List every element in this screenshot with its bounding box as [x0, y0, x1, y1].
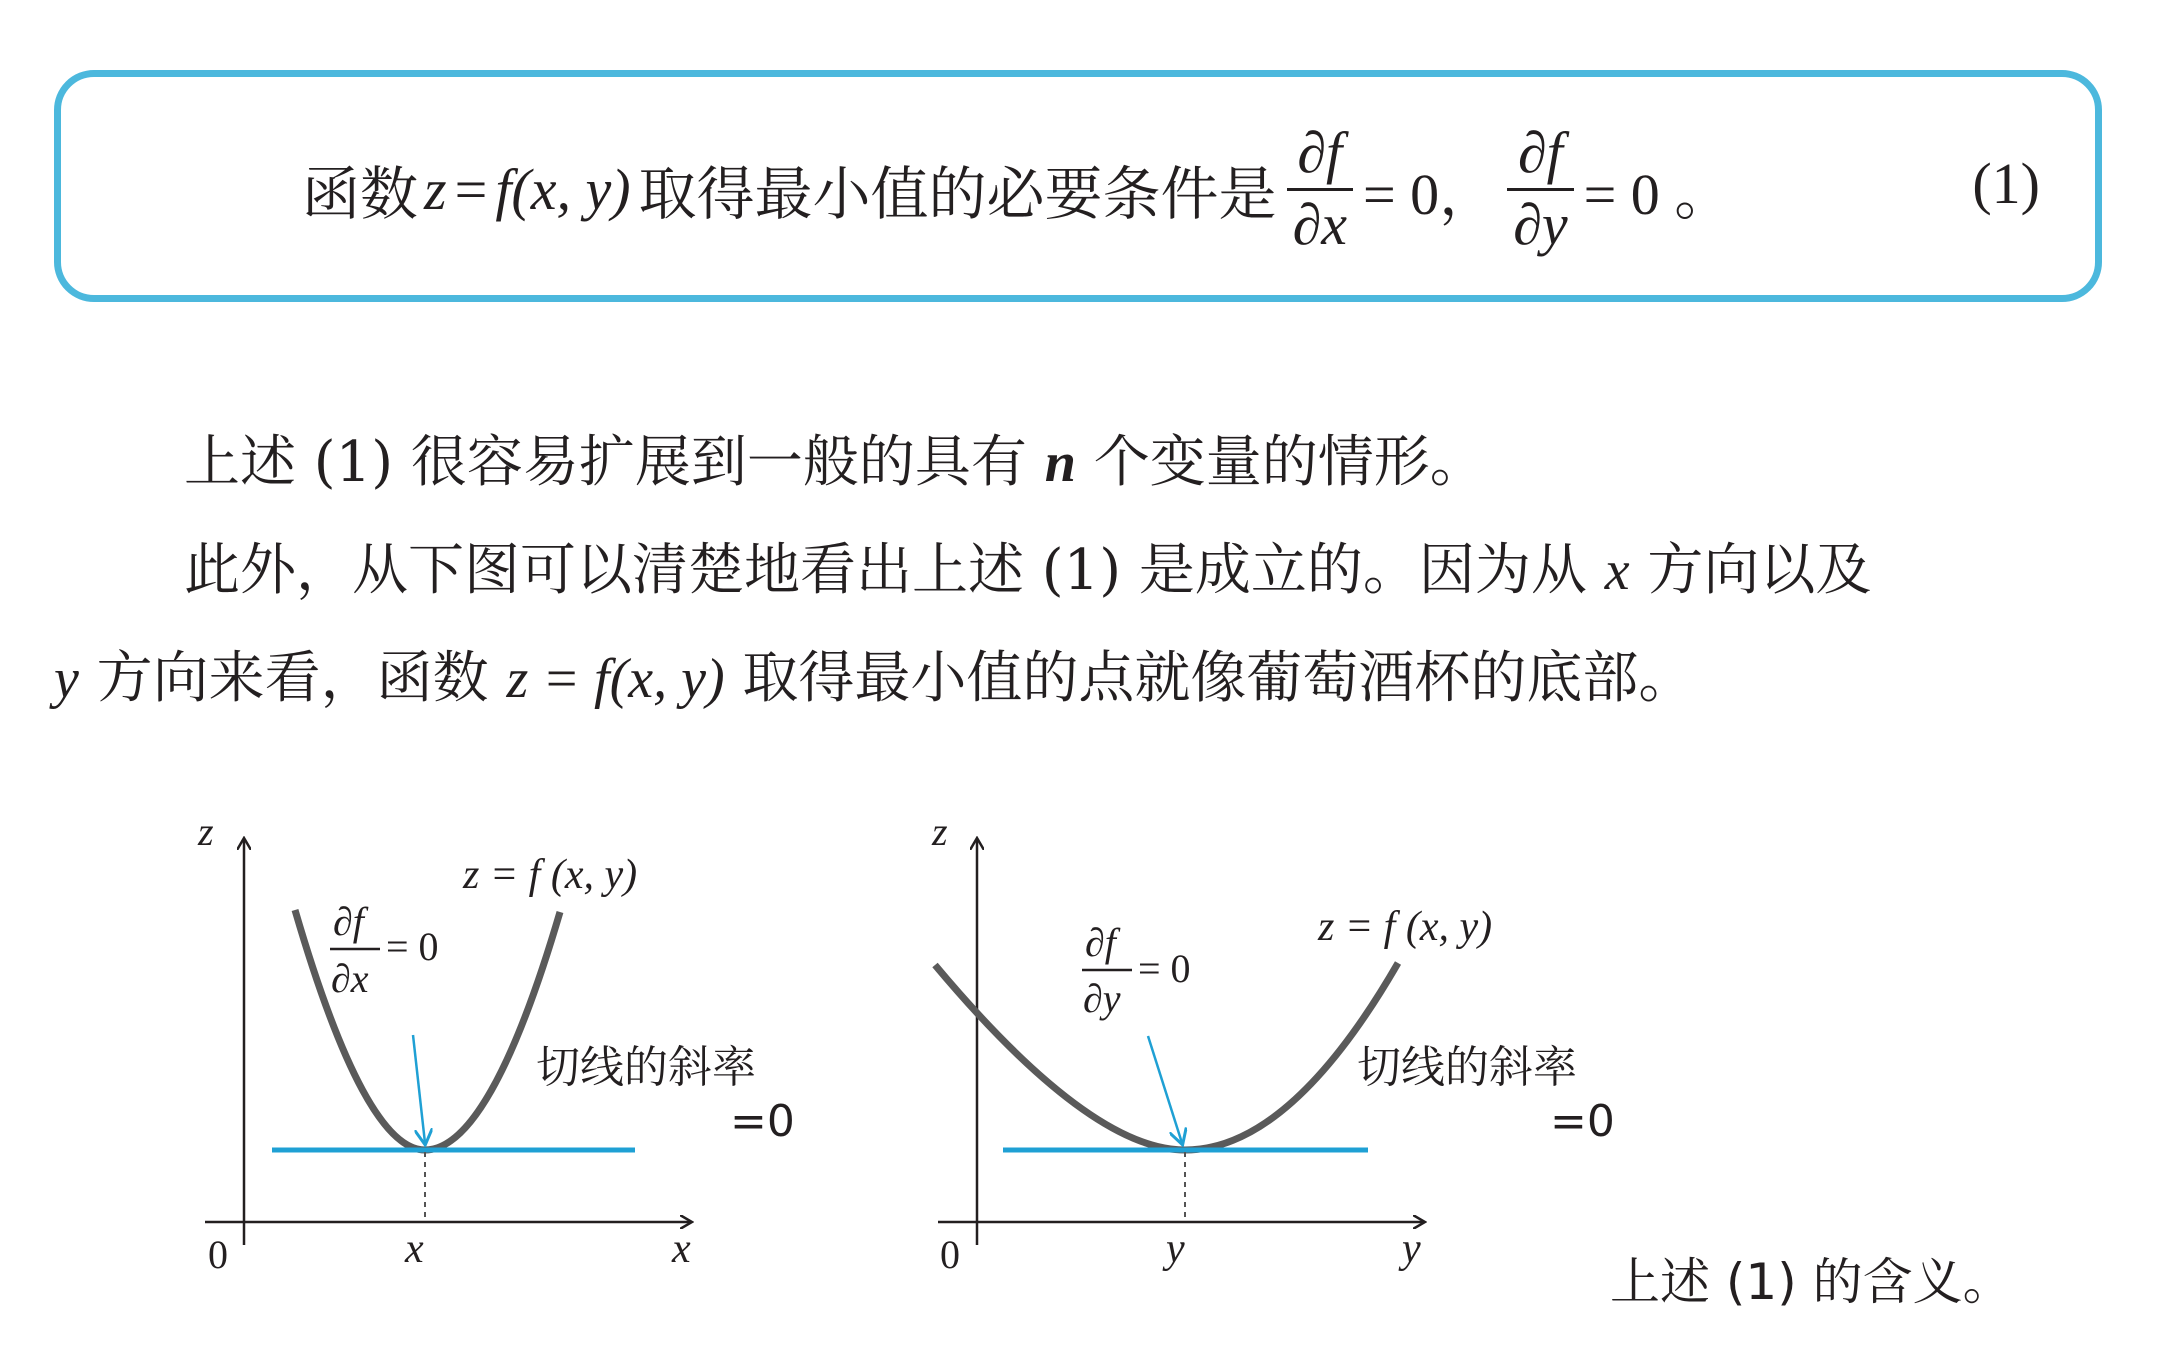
p3-text-a: 方向来看，函数: [78, 646, 507, 711]
right-y-tick-label: y: [1166, 1226, 1185, 1272]
figure-caption: 上述 (1) 的含义。: [1610, 1253, 2013, 1311]
right-curve-label: z = f (x, y): [1318, 904, 1493, 950]
fraction-numerator: ∂f: [1518, 119, 1563, 185]
right-slope-label-line1: 切线的斜率: [1357, 1042, 1577, 1093]
fraction-denominator: ∂y: [1513, 191, 1568, 257]
right-y-axis-label: y: [1402, 1226, 1421, 1272]
right-slope-label-line2: =0: [1550, 1096, 1615, 1147]
p3-text-b: 取得最小值的点就像葡萄酒杯的底部。: [724, 646, 1695, 711]
p1-var: n: [1044, 432, 1076, 494]
fraction-numerator: ∂f: [1297, 119, 1343, 185]
p2-var: x: [1604, 540, 1630, 602]
formula-prefix: 函数: [302, 160, 419, 228]
left-x-axis-label: x: [672, 1226, 691, 1272]
fraction-denominator: ∂x: [1292, 191, 1347, 257]
p2-text-a: 此外，从下图可以清楚地看出上述 (1) 是成立的。因为从: [184, 538, 1605, 603]
left-slope-label-line1: 切线的斜率: [536, 1042, 756, 1093]
right-deriv-numerator: ∂f: [1085, 920, 1116, 965]
right-z-label: z: [932, 809, 948, 854]
left-deriv-denominator: ∂x: [331, 956, 369, 1001]
equation-number: (1): [1972, 151, 2040, 216]
formula-lhs: z: [424, 156, 447, 222]
p3-func: z = f(x, y): [506, 648, 725, 710]
left-curve-label: z = f (x, y): [463, 852, 638, 898]
right-curve: [935, 963, 1398, 1150]
formula-func: f(x, y): [495, 156, 631, 222]
p3-var: y: [54, 648, 79, 710]
right-deriv-denominator: ∂y: [1083, 976, 1121, 1021]
p1-text-a: 上述 (1) 很容易扩展到一般的具有: [184, 430, 1045, 495]
formula-eq2: = 0 。: [1583, 162, 1733, 227]
left-z-label: z: [198, 809, 214, 854]
formula-eq: =: [454, 156, 488, 222]
left-x-tick-label: x: [405, 1226, 424, 1272]
right-blue-arrow: [1148, 1036, 1182, 1143]
right-origin-label: 0: [940, 1232, 960, 1277]
p2-text-b: 方向以及: [1629, 538, 1872, 603]
left-blue-arrow: [413, 1035, 425, 1143]
formula-mid: 取得最小值的必要条件是: [638, 160, 1277, 228]
left-deriv-equals: = 0: [386, 924, 439, 969]
left-deriv-numerator: ∂f: [333, 899, 364, 944]
left-slope-label-line2: =0: [730, 1096, 795, 1147]
p1-text-b: 个变量的情形。: [1075, 430, 1486, 495]
left-origin-label: 0: [208, 1232, 228, 1277]
right-deriv-equals: = 0: [1138, 946, 1191, 991]
formula-eq1: = 0，: [1362, 162, 1498, 227]
